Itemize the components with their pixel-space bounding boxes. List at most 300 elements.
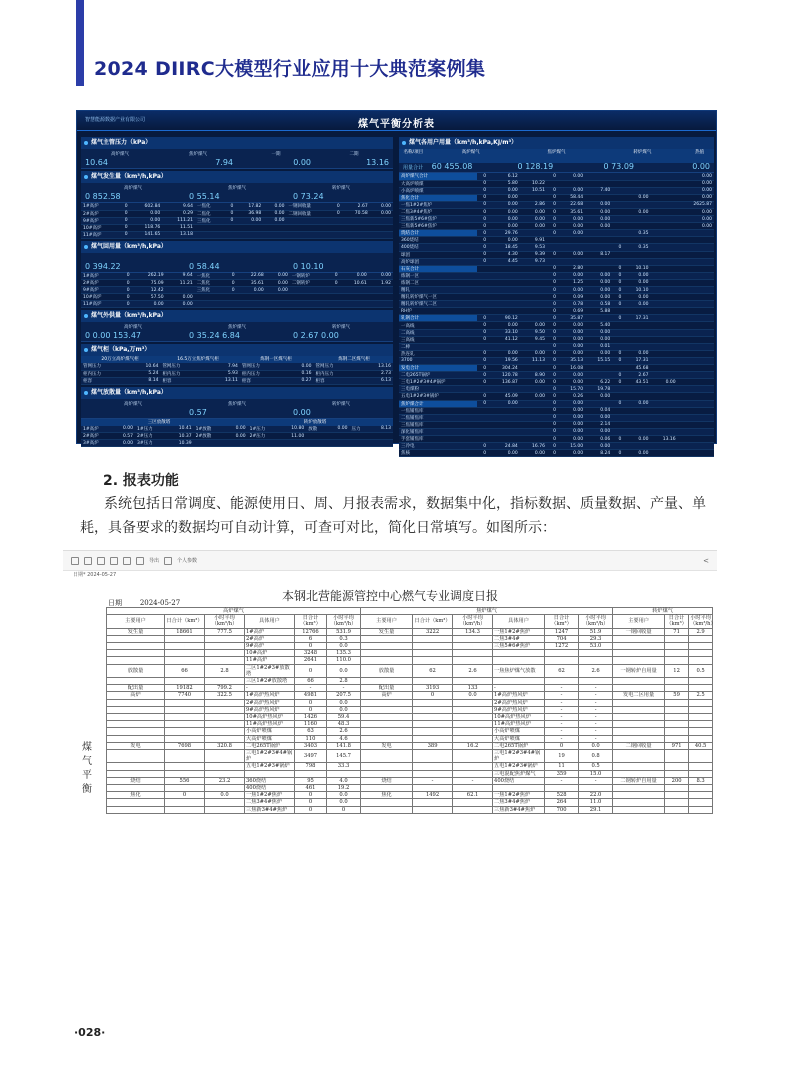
table-cell: 0 [612, 350, 623, 357]
table-cell [612, 336, 623, 343]
table-cell [678, 279, 714, 286]
table-cell [612, 329, 623, 336]
table-cell [623, 216, 650, 223]
table-cell [665, 728, 689, 735]
table-cell [361, 785, 413, 792]
table-cell [650, 272, 677, 279]
table-cell: 三焦化 [195, 287, 225, 294]
table-cell [413, 657, 453, 664]
table-cell: 0.00 [488, 208, 520, 215]
table-cell: 2.8 [205, 664, 245, 677]
table-cell: 0.0 [327, 792, 361, 799]
table-cell [612, 237, 623, 244]
table-cell [678, 329, 714, 336]
table-cell [520, 421, 547, 428]
table-cell [665, 799, 689, 806]
table-cell: 0 [295, 806, 327, 813]
table-cell [613, 699, 665, 706]
table-cell: 0.00 [520, 450, 547, 457]
table-cell: - [545, 777, 579, 784]
table-cell: 11#高炉 [81, 231, 118, 238]
table-row [81, 426, 393, 433]
holder-table [81, 363, 393, 385]
table-cell [493, 657, 545, 664]
table-cell: - [579, 685, 613, 692]
table-cell [665, 750, 689, 763]
table-cell: 9#高炉 [245, 643, 295, 650]
table-cell: 三冷电 [399, 443, 477, 450]
table-cell [328, 301, 340, 308]
table-cell: 0 [547, 407, 558, 414]
table-cell [585, 230, 612, 237]
print-icon[interactable] [84, 557, 92, 565]
table-cell: 359 [545, 770, 579, 777]
table-cell: 0 [477, 400, 488, 407]
table-cell [613, 714, 665, 721]
panel-title-supply: 煤气外供量（km³/h,kPa） [81, 310, 393, 322]
table-cell [689, 763, 713, 770]
col-header: 小时平均（km³/h） [579, 615, 613, 628]
table-cell [453, 763, 493, 770]
table-cell [650, 443, 677, 450]
table-cell [650, 421, 677, 428]
table-cell [678, 336, 714, 343]
table-cell: 0 [477, 201, 488, 208]
table-cell [107, 735, 165, 742]
table-cell: 0 [477, 237, 488, 244]
table-cell: 10#高炉 [245, 650, 295, 657]
table-cell: 0.00 [558, 251, 585, 258]
release-sub-label: 转炉放散塔 [303, 419, 327, 425]
table-cell: 0 [224, 210, 235, 217]
dashboard-right-column [399, 135, 714, 457]
table-cell: 一焦铺焦库 [399, 407, 477, 414]
table-cell [678, 435, 714, 442]
table-cell: 10.22 [520, 180, 547, 187]
kpi-release-coke [185, 399, 289, 418]
table-cell: 0.00 [488, 194, 520, 201]
table-cell: 0.00 [369, 273, 393, 280]
table-cell: 5.88 [585, 308, 612, 315]
table-cell: - [545, 699, 579, 706]
export-icon[interactable] [136, 557, 144, 565]
table-cell: 3193 [413, 685, 453, 692]
table-cell: 0.00 [263, 210, 286, 217]
table-cell: 0 [118, 217, 129, 224]
table-cell: 一焦1#2#焦炉 [493, 628, 545, 635]
table-cell [613, 792, 665, 799]
table-row [399, 393, 714, 400]
table-cell: 2#压力 [135, 433, 167, 440]
table-cell: 8.3 [689, 777, 713, 784]
table-cell [650, 407, 677, 414]
table-cell: 0 [547, 208, 558, 215]
table-cell [225, 440, 248, 447]
table-cell: 0 [328, 273, 340, 280]
table-cell [585, 173, 612, 180]
table-cell [361, 678, 413, 685]
table-row [399, 272, 714, 279]
table-cell [585, 180, 612, 187]
col-header: 主要用户 [107, 615, 165, 628]
table-cell: 手套铺焦库 [399, 435, 477, 442]
table-cell: 0 [118, 224, 129, 231]
table-cell [165, 699, 205, 706]
table-cell: 五电1#2#3#锅炉 [493, 763, 545, 770]
table-cell [493, 650, 545, 657]
table-cell: 0.26 [558, 393, 585, 400]
table-row [399, 208, 714, 215]
table-cell [650, 386, 677, 393]
table-cell [678, 258, 714, 265]
table-cell: 二焦3#4#焦炉 [399, 208, 477, 215]
table-row [399, 322, 714, 329]
table-cell: 400烧结 [399, 244, 477, 251]
kpi-release-converter [289, 399, 393, 418]
table-cell [350, 433, 371, 440]
table-cell [477, 407, 488, 414]
table-cell: 0 [547, 450, 558, 457]
table-cell [205, 714, 245, 721]
table-cell: 三电混配焦炉煤气 [493, 770, 545, 777]
table-cell: 0 [477, 372, 488, 379]
table-cell: 0 [547, 287, 558, 294]
table-cell: 一焦焦炉煤气放散 [493, 664, 545, 677]
table-cell [107, 770, 165, 777]
table-cell [613, 728, 665, 735]
table-cell: 0.00 [132, 301, 166, 308]
kpi-value: 0 [293, 331, 299, 340]
table-row [107, 799, 713, 806]
table-cell: 球团 [399, 251, 477, 258]
table-cell: 29.1 [579, 806, 613, 813]
table-cell [205, 650, 245, 657]
table-cell: 大高炉喷煤 [245, 735, 295, 742]
table-cell: 70.58 [342, 210, 370, 217]
table-cell: 40.5 [689, 742, 713, 749]
table-cell: 18661 [165, 628, 205, 635]
supply-kpi-row [81, 322, 393, 342]
table-cell [361, 750, 413, 763]
table-cell: - [545, 721, 579, 728]
table-cell: 柜容 [81, 377, 126, 384]
table-cell [225, 301, 237, 308]
table-cell: - [545, 706, 579, 713]
table-row [107, 714, 713, 721]
table-cell: 0 [295, 799, 327, 806]
table-cell: 0.00 [166, 301, 195, 308]
table-cell: 0 [547, 322, 558, 329]
kpi-value: 455.08 [444, 162, 473, 171]
table-cell: 0.00 [585, 443, 612, 450]
table-cell [205, 678, 245, 685]
table-cell: 三焦新3#4#焦炉 [493, 806, 545, 813]
table-cell: 10.10 [623, 265, 650, 272]
table-cell: 0.00 [623, 279, 650, 286]
table-cell [361, 657, 413, 664]
table-cell: 0.27 [285, 377, 314, 384]
table-cell: 大高炉喷煤 [493, 735, 545, 742]
table-cell [558, 237, 585, 244]
table-row [81, 231, 393, 238]
table-cell [413, 750, 453, 763]
table-cell: 0.00 [370, 210, 393, 217]
table-cell: 3248 [295, 650, 327, 657]
table-cell: 110 [295, 735, 327, 742]
table-cell [650, 365, 677, 372]
users-header: 焦炉煤气 [547, 150, 566, 155]
table-cell [613, 735, 665, 742]
kpi-use-bf [81, 253, 185, 272]
table-cell [453, 657, 493, 664]
table-cell: RH炉 [399, 308, 477, 315]
table-cell [623, 322, 650, 329]
table-cell: 0.00 [558, 350, 585, 357]
table-cell [413, 799, 453, 806]
table-row [399, 372, 714, 379]
table-cell [453, 806, 493, 813]
table-cell: 0 [477, 393, 488, 400]
table-cell: - [579, 714, 613, 721]
table-cell: 0.0 [327, 706, 361, 713]
prev-page-icon[interactable] [110, 557, 118, 565]
table-cell: 0.00 [558, 216, 585, 223]
table-cell [287, 224, 331, 231]
table-cell: 6 [295, 635, 327, 642]
table-row [399, 400, 714, 407]
table-cell [205, 721, 245, 728]
table-cell [650, 201, 677, 208]
table-cell: 3#高炉 [81, 440, 113, 447]
table-cell: 4.30 [488, 251, 520, 258]
table-cell: 262.19 [132, 273, 166, 280]
table-cell [279, 440, 306, 447]
table-cell: 二焦3#4#焦炉 [245, 799, 295, 806]
table-cell [165, 785, 205, 792]
table-row [399, 258, 714, 265]
table-cell [520, 294, 547, 301]
table-cell: 5.40 [585, 322, 612, 329]
release-kpi-row [81, 399, 393, 419]
table-row [81, 224, 393, 231]
table-cell: 136.87 [488, 379, 520, 386]
table-cell: 0.00 [623, 301, 650, 308]
table-row [107, 728, 713, 735]
table-cell [650, 180, 677, 187]
table-cell [195, 231, 224, 238]
kpi-value: 13.16 [366, 158, 389, 167]
table-cell: 15.0 [579, 770, 613, 777]
table-cell: 11.13 [520, 357, 547, 364]
top-accent-bar [76, 0, 84, 86]
table-cell [613, 650, 665, 657]
table-cell: 36.98 [235, 210, 263, 217]
table-cell: 11#高炉 [81, 301, 120, 308]
table-cell: 2#高炉 [81, 210, 118, 217]
table-cell [665, 806, 689, 813]
table-cell: 19.56 [488, 357, 520, 364]
table-cell [689, 699, 713, 706]
table-cell: 17.82 [235, 203, 263, 210]
table-cell: 0.00 [266, 273, 290, 280]
table-cell: 15.00 [558, 443, 585, 450]
table-row [399, 230, 714, 237]
date-filter[interactable]: 日期* 2024-05-27 [73, 572, 117, 578]
table-cell [650, 400, 677, 407]
table-cell: 10.10 [623, 287, 650, 294]
table-cell: 一钢转炉 [290, 273, 328, 280]
table-cell: 柜容 [240, 377, 285, 384]
kpi-value: 0.00 [92, 331, 111, 340]
table-cell: 1#压力 [248, 426, 280, 433]
table-cell [488, 407, 520, 414]
table-cell: 320.8 [205, 742, 245, 749]
table-cell: 9#高炉热风炉 [245, 706, 295, 713]
table-cell: 9.45 [520, 336, 547, 343]
table-cell: 三焦新3#4#焦炉 [245, 806, 295, 813]
table-cell: 0 [547, 223, 558, 230]
table-cell: 0 [547, 173, 558, 180]
table-row [107, 770, 713, 777]
table-cell [413, 785, 453, 792]
table-cell: - [579, 777, 613, 784]
users-header: 转炉煤气 [633, 150, 652, 155]
group-converter-gas: 转炉煤气 [613, 608, 713, 615]
table-cell: 2.6 [579, 664, 613, 677]
kpi-ref: 0 [85, 261, 91, 271]
table-cell: 111.21 [162, 217, 195, 224]
table-cell [205, 785, 245, 792]
table-cell [413, 643, 453, 650]
table-cell [520, 230, 547, 237]
table-cell [413, 635, 453, 642]
table-cell: 10#高炉 [81, 224, 118, 231]
table-cell [585, 315, 612, 322]
table-cell: 51.9 [579, 628, 613, 635]
settings-icon[interactable] [164, 557, 172, 565]
table-cell [370, 433, 393, 440]
kpi-value: 10.10 [300, 261, 324, 271]
table-cell: 0 [612, 301, 623, 308]
table-cell: 2.80 [558, 265, 585, 272]
table-cell [107, 643, 165, 650]
panel-title-pressure: 煤气主管压力（kPa） [81, 137, 393, 149]
page-number: ·028· [74, 1026, 106, 1039]
table-cell: 高炉球团 [399, 258, 477, 265]
share-icon[interactable]: < [703, 556, 709, 565]
table-cell [453, 721, 493, 728]
panel-title-use: 煤气回用量（km³/h,kPa） [81, 241, 393, 253]
table-cell: 110.0 [327, 657, 361, 664]
table-cell: 9.64 [162, 203, 195, 210]
table-cell: 一焦1#2#焦炉 [245, 792, 295, 799]
dashboard-title: 煤气平衡分析表 [358, 119, 435, 130]
table-cell: 0.00 [558, 287, 585, 294]
table-cell: 小高炉喷煤 [245, 728, 295, 735]
dashboard-logo: 智慧能源数据产业有限公司 [85, 117, 146, 123]
table-cell: 0 [477, 365, 488, 372]
table-row [399, 216, 714, 223]
export-button[interactable]: 导出 [149, 558, 160, 564]
table-cell [477, 428, 488, 435]
table-cell: 322.5 [205, 692, 245, 699]
table-cell: 0 [165, 792, 205, 799]
table-cell: 10.61 [340, 280, 369, 287]
kpi-value: 0 [189, 331, 195, 340]
table-cell: 0 [477, 443, 488, 450]
first-page-icon[interactable] [97, 557, 105, 565]
table-cell [665, 714, 689, 721]
table-cell [613, 750, 665, 763]
table-cell [613, 706, 665, 713]
table-cell: 0.00 [678, 208, 714, 215]
table-cell: 0 [477, 194, 488, 201]
table-cell: 3700 [399, 357, 477, 364]
kpi-value: 2.67 [300, 331, 319, 340]
table-cell: 二钢转炉自用量 [613, 777, 665, 784]
table-cell [612, 173, 623, 180]
col-header: 具体用户 [493, 615, 545, 628]
table-cell [224, 224, 235, 231]
table-cell [623, 251, 650, 258]
table-cell: 17.31 [623, 357, 650, 364]
table-cell [225, 294, 237, 301]
table-cell: - [453, 777, 493, 784]
table-row [81, 370, 393, 377]
report-group-header [107, 608, 713, 615]
table-cell: 0 [477, 357, 488, 364]
table-cell: 0 [547, 428, 558, 435]
table-cell: 4.0 [327, 777, 361, 784]
table-cell [665, 685, 689, 692]
table-cell: 0 [547, 343, 558, 350]
table-cell [623, 428, 650, 435]
table-cell: 10.64 [126, 363, 161, 370]
table-cell: 0.00 [585, 414, 612, 421]
table-cell [205, 735, 245, 742]
kpi-value: 0.57 [189, 407, 207, 417]
table-cell [612, 365, 623, 372]
table-cell [453, 635, 493, 642]
table-cell: 0.00 [488, 350, 520, 357]
save-icon[interactable] [71, 557, 79, 565]
table-cell: 0.35 [623, 244, 650, 251]
col-header: 小时平均（km³/h） [327, 615, 361, 628]
table-cell [166, 287, 195, 294]
table-cell: 0 [295, 643, 327, 650]
table-cell [612, 407, 623, 414]
kpi-value: 35.24 [196, 331, 220, 340]
table-cell [678, 230, 714, 237]
table-cell: 700 [545, 806, 579, 813]
personal-params-button[interactable]: 个人参数 [177, 558, 198, 564]
table-cell: 二高线 [399, 329, 477, 336]
table-cell: 45.68 [623, 365, 650, 372]
table-cell [665, 650, 689, 657]
table-row [399, 187, 714, 194]
table-row [81, 377, 393, 384]
table-cell: 0.00 [623, 350, 650, 357]
table-cell [678, 315, 714, 322]
table-cell: 23.2 [205, 777, 245, 784]
table-cell: 管网压力 [240, 363, 285, 370]
table-cell [107, 699, 165, 706]
table-cell: 一焦1#2#焦炉 [399, 201, 477, 208]
users-total-converter [599, 163, 685, 172]
pressure-kpi-row [81, 149, 393, 169]
table-cell [689, 750, 713, 763]
next-page-icon[interactable] [123, 557, 131, 565]
